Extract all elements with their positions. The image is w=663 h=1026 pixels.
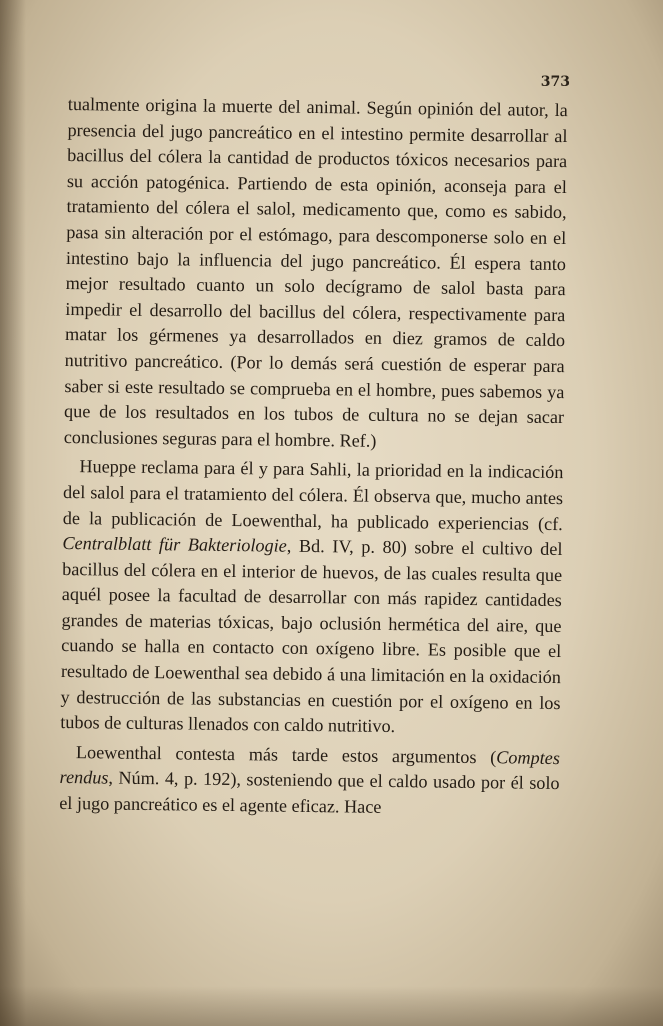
paragraph-1 [64,92,568,456]
page-number: 373 [540,74,570,90]
page-shadow-bottom [0,986,663,1026]
paragraph-2-text-end: , Bd. IV, p. 80) sobre el cultivo del bacillus del cólera en el interior de huevos, de las cuales resulta que aquél posee la facultad de desarrollar con más rapidez cantidades grandes de materias tóxicas, bajo oclusión hermética del aire, que cuando se halla en contacto con oxígeno libre. Es posible que el resultado de Loewenthal sea debido á una limitación en la oxidación y destrucción de las substancias en cuestión por el oxígeno en los tubos de culturas llenados con caldo nutritivo. [60,535,563,737]
paragraph-3 [59,740,560,823]
paragraph-2-text-start: Hueppe reclama para él y para Sahli, la prioridad en la indicación del salol para el tratamiento del cólera. Él observa que, mucho antes de la publicación de Loewenthal, ha publicado experiencias (cf. [62,456,564,534]
paragraph-3-text-end: , Núm. 4, p. 192), sosteniendo que el caldo usado por él solo el jugo pancreático es el agente eficaz. Hace [59,767,560,817]
page-shadow-left [0,0,26,1026]
body-text [59,92,568,827]
paragraph-3-citation: Comptes rendus [59,747,561,788]
paragraph-3-text-start: Loewenthal contesta más tarde estos argumentos ( [75,741,497,768]
paragraph-2-citation: Centralblatt für Bakteriologie [62,533,287,556]
paragraph-1-text: tualmente origina la muerte del animal. Según opinión del autor, la presencia del jugo pancreático en el intestino permite desarrollar al bacillus del cólera la cantidad de productos tóxicos necesarios para su acción patogénica. Partiendo de esta opinión, aconseja para el tratamiento del cólera el salol, medicamento que, como es sabido, pasa sin alteración por el estómago, para descomponerse solo en el intestino bajo la influencia del jugo pancreático. Él espera tanto mejor resultado cuanto un solo decígramo de salol basta para impedir el desarrollo del bacillus del cólera, respectivamente para matar los gérmenes ya desarrollados en diez gramos de caldo nutritivo pancreático. (Por lo demás será cuestión de esperar para saber si este resultado se comprueba en el hombre, pues sabemos ya que de los resultados en los tubos de cultura no se dejan sacar conclusiones seguras para el hombre. Ref.) [63,93,568,451]
paragraph-2 [60,454,563,742]
